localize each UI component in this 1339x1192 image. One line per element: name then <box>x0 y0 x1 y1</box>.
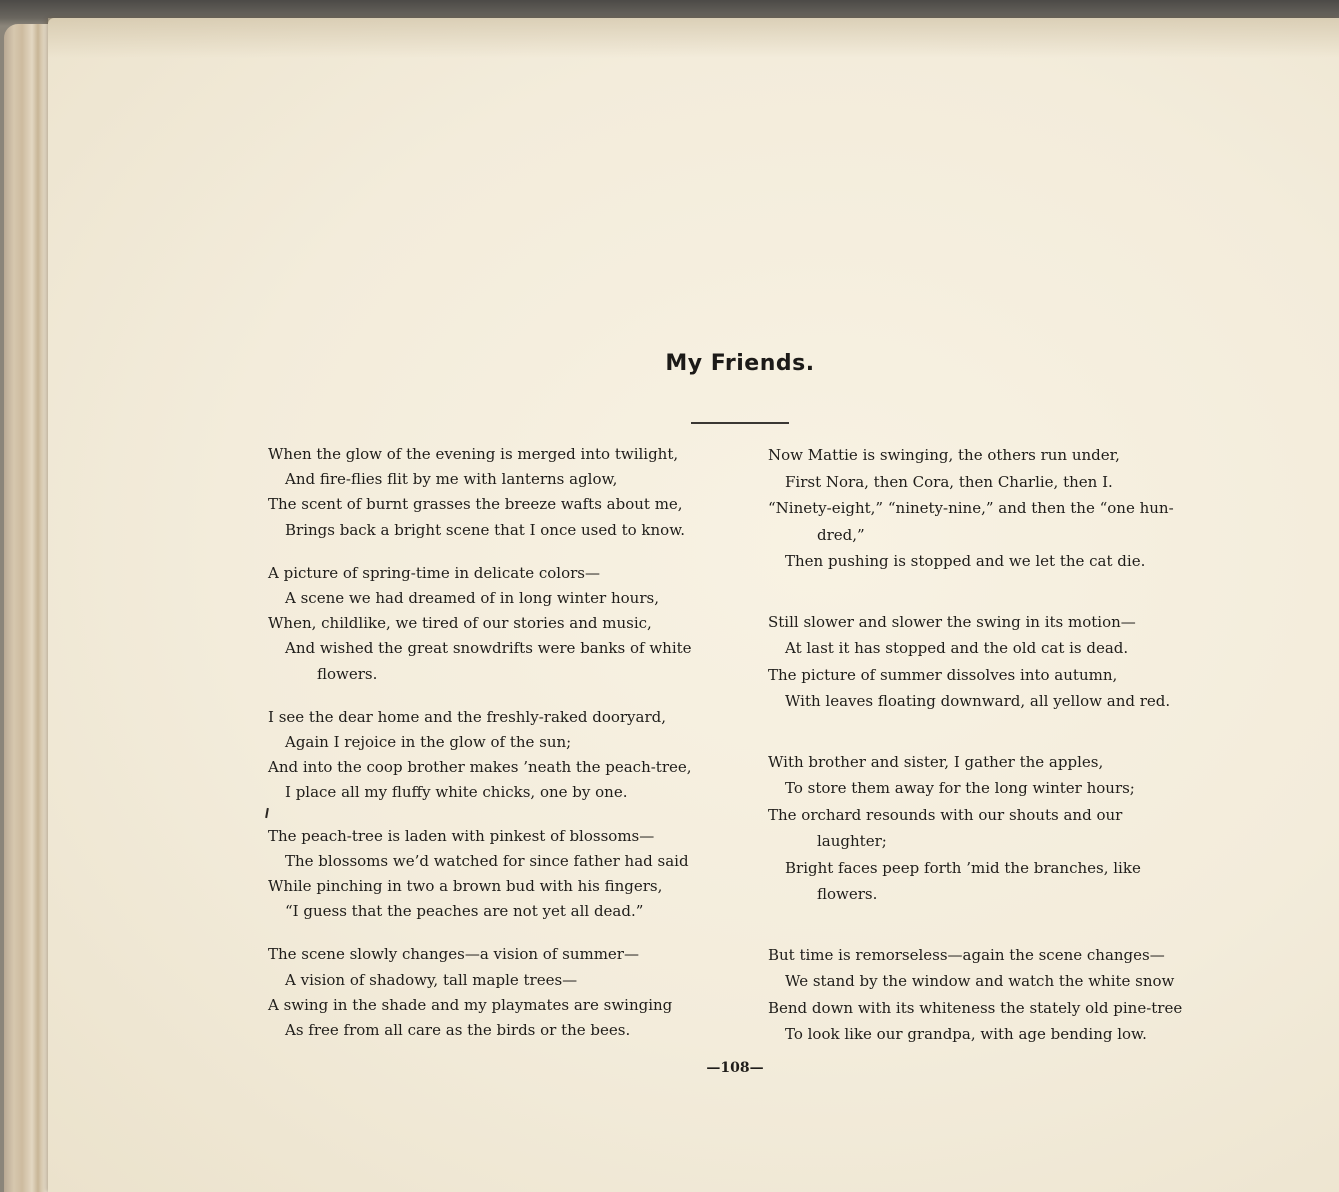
poem-line: The peach-tree is laden with pinkest of blossoms— <box>268 826 655 845</box>
poem-line: Brings back a bright scene that I once used to know. <box>285 520 686 539</box>
poem-line: Again I rejoice in the glow of the sun; <box>285 733 572 752</box>
poem-line: I see the dear home and the freshly-raked dooryard, <box>268 707 667 726</box>
poem-line: “I guess that the peaches are not yet all dead.” <box>285 902 644 921</box>
left-column <box>268 442 720 1043</box>
poem-title: My Friends. <box>665 351 815 376</box>
poem-line: The blossoms we’d watched for since father had said <box>285 851 689 870</box>
stanza <box>268 561 720 687</box>
poem-line: I place all my fluffy white chicks, one by one. <box>285 783 628 802</box>
stanza <box>268 705 720 806</box>
poem-line: laughter; <box>817 832 887 850</box>
poem-line: While pinching in two a brown bud with his fingers, <box>268 877 663 896</box>
poem-line: flowers. <box>317 664 378 683</box>
page-number: —108— <box>706 1060 764 1076</box>
poem-line: “Ninety-eight,” “ninety-nine,” and then the “one hun- <box>768 499 1174 517</box>
poem-line: The orchard resounds with our shouts and our <box>768 805 1123 824</box>
poem-line: And wished the great snowdrifts were banks of white <box>285 639 692 658</box>
poem-line: And fire-flies flit by me with lanterns aglow, <box>285 470 618 489</box>
right-column <box>768 442 1220 1048</box>
poem-line: We stand by the window and watch the white snow <box>785 972 1175 990</box>
poem-line: And into the coop brother makes ’neath the peach-tree, <box>268 758 692 777</box>
poem-line: Then pushing is stopped and we let the cat die. <box>785 552 1146 570</box>
poem-line: dred,” <box>817 525 865 544</box>
poem-line: But time is remorseless—again the scene changes— <box>768 945 1165 964</box>
poem-line: A scene we had dreamed of in long winter hours, <box>285 589 659 608</box>
poem-line: Still slower and slower the swing in its motion— <box>768 612 1136 631</box>
poem-line: A swing in the shade and my playmates are swinging <box>268 995 673 1014</box>
poem-line: When, childlike, we tired of our stories and music, <box>268 614 652 633</box>
poem-line: A picture of spring-time in delicate colors— <box>268 563 600 582</box>
stanza <box>768 749 1220 908</box>
poem-line: With leaves floating downward, all yellow and red. <box>785 692 1171 710</box>
poem-line: The scent of burnt grasses the breeze wafts about me, <box>268 495 683 514</box>
stanza <box>768 942 1220 1048</box>
poem-line: At last it has stopped and the old cat is dead. <box>785 639 1129 657</box>
poem-line: First Nora, then Cora, then Charlie, then I. <box>785 472 1113 491</box>
poem-line: Bend down with its whiteness the stately old pine-tree <box>768 998 1183 1017</box>
title-divider <box>691 422 789 424</box>
poem-line: Now Mattie is swinging, the others run under, <box>768 446 1120 464</box>
stanza <box>268 824 720 925</box>
poem-line: When the glow of the evening is merged into twilight, <box>268 445 679 463</box>
poem-line: The picture of summer dissolves into autumn, <box>768 665 1118 684</box>
stanza <box>768 442 1220 575</box>
poem-line: To look like our grandpa, with age bending low. <box>785 1025 1147 1043</box>
poem-line: Bright faces peep forth ’mid the branches, like <box>785 858 1141 877</box>
stanza <box>768 609 1220 715</box>
stanza <box>268 442 720 543</box>
poem-line: With brother and sister, I gather the apples, <box>768 752 1104 771</box>
poem-line: flowers. <box>817 885 878 903</box>
poem-line: As free from all care as the birds or the bees. <box>285 1021 631 1040</box>
poem-line: To store them away for the long winter hours; <box>785 779 1135 797</box>
poem-line: The scene slowly changes—a vision of summer— <box>268 945 639 964</box>
stanza <box>268 942 720 1043</box>
poem-line: A vision of shadowy, tall maple trees— <box>285 970 578 989</box>
